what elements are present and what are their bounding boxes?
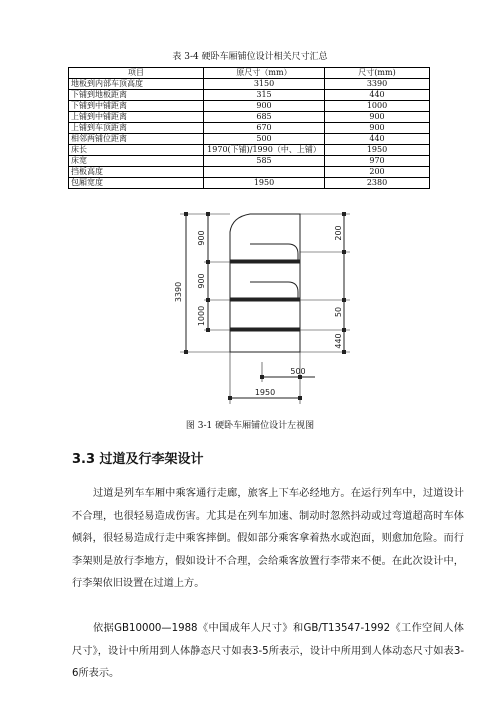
- cell-original-size: 1970(下铺)/1990（中、上铺）: [204, 145, 325, 156]
- dim-middle-gap: 900: [197, 273, 206, 289]
- cell-item: 床长: [69, 145, 204, 156]
- table-row: [69, 145, 430, 156]
- table-row: [69, 156, 430, 167]
- dim-lower-gap: 1000: [197, 305, 206, 327]
- cell-size: 440: [325, 90, 430, 101]
- cell-item: 地板到内部车顶高度: [69, 79, 204, 90]
- dim-bed-width: 500: [290, 367, 306, 376]
- cell-original-size: 315: [204, 90, 325, 101]
- dimension-table: [68, 67, 430, 189]
- cell-item: 挡板高度: [69, 167, 204, 178]
- cell-original-size: 3150: [204, 79, 325, 90]
- cell-size: 970: [325, 156, 430, 167]
- section-heading: 3.3 过道及行李架设计: [72, 452, 204, 467]
- header-size: 尺寸(mm): [325, 68, 430, 79]
- upper-berth: [230, 244, 298, 262]
- table-row: [69, 79, 430, 90]
- cell-size: 1950: [325, 145, 430, 156]
- cell-item: 上铺到车顶距离: [69, 123, 204, 134]
- table-header-row: [69, 68, 430, 79]
- cell-size: 440: [325, 134, 430, 145]
- table-row: [69, 134, 430, 145]
- table-row: [69, 112, 430, 123]
- cell-original-size: 500: [204, 134, 325, 145]
- figure-caption: 图 3-1 硬卧车厢铺位设计左视图: [185, 421, 315, 431]
- table-row: [69, 90, 430, 101]
- cell-size: 900: [325, 123, 430, 134]
- cell-item: 相邻两铺位距离: [69, 134, 204, 145]
- cell-original-size: 585: [204, 156, 325, 167]
- header-original-size: 原尺寸（mm）: [204, 68, 325, 79]
- cell-item: 下铺到中铺距离: [69, 101, 204, 112]
- cell-original-size: 685: [204, 112, 325, 123]
- cell-original-size: 670: [204, 123, 325, 134]
- dim-upper-gap: 900: [197, 230, 206, 246]
- table-caption: 表 3-4 硬卧车厢铺位设计相关尺寸汇总: [172, 52, 328, 62]
- table-row: [69, 167, 430, 178]
- cell-original-size: [204, 167, 325, 178]
- cell-size: 900: [325, 112, 430, 123]
- middle-berth: [230, 282, 298, 300]
- dim-baffle: 200: [334, 225, 343, 241]
- cell-size: 1000: [325, 101, 430, 112]
- header-item: 项目: [69, 68, 204, 79]
- dim-total-height: 3390: [174, 281, 183, 303]
- table-row: [69, 101, 430, 112]
- berth-side-view-figure: [0, 212, 500, 412]
- cell-item: 下铺到地板距离: [69, 90, 204, 101]
- cell-item: 床宽: [69, 156, 204, 167]
- dim-bottom: 440: [334, 333, 343, 349]
- cell-item: 包厢宽度: [69, 178, 204, 189]
- cell-original-size: 900: [204, 101, 325, 112]
- table-row: [69, 178, 430, 189]
- cell-item: 上铺到中铺距离: [69, 112, 204, 123]
- paragraph-1: 过道是列车车厢中乘客通行走廊，旅客上下车必经地方。在运行列车中，过道设计不合理，也很轻易造成伤害。尤其是在列车加速、制动时忽然抖动或过弯道超高时车体倾斜，很轻易造成行走中乘客摔倒。假如部分乘客拿着热水或泡面，则愈加危险。而行李架则是放行李地方，假如设计不合理，会给乘客放置行李带来不便。在此次设计中，行李架依旧设置在过道上方。: [72, 488, 464, 589]
- dim-spacing: 50: [334, 306, 343, 318]
- dim-compartment-width: 1950: [254, 388, 276, 397]
- paragraph-2: 依据GB10000—1988《中国成年人尺寸》和GB/T13547-1992《工作空间人体尺寸》，设计中所用到人体静态尺寸如表3-5所表示，设计中所用到人体动态尺寸如表3-6所表示。: [72, 623, 464, 679]
- cell-original-size: 1950: [204, 178, 325, 189]
- table-row: [69, 123, 430, 134]
- cell-size: 3390: [325, 79, 430, 90]
- cell-size: 2380: [325, 178, 430, 189]
- cell-size: 200: [325, 167, 430, 178]
